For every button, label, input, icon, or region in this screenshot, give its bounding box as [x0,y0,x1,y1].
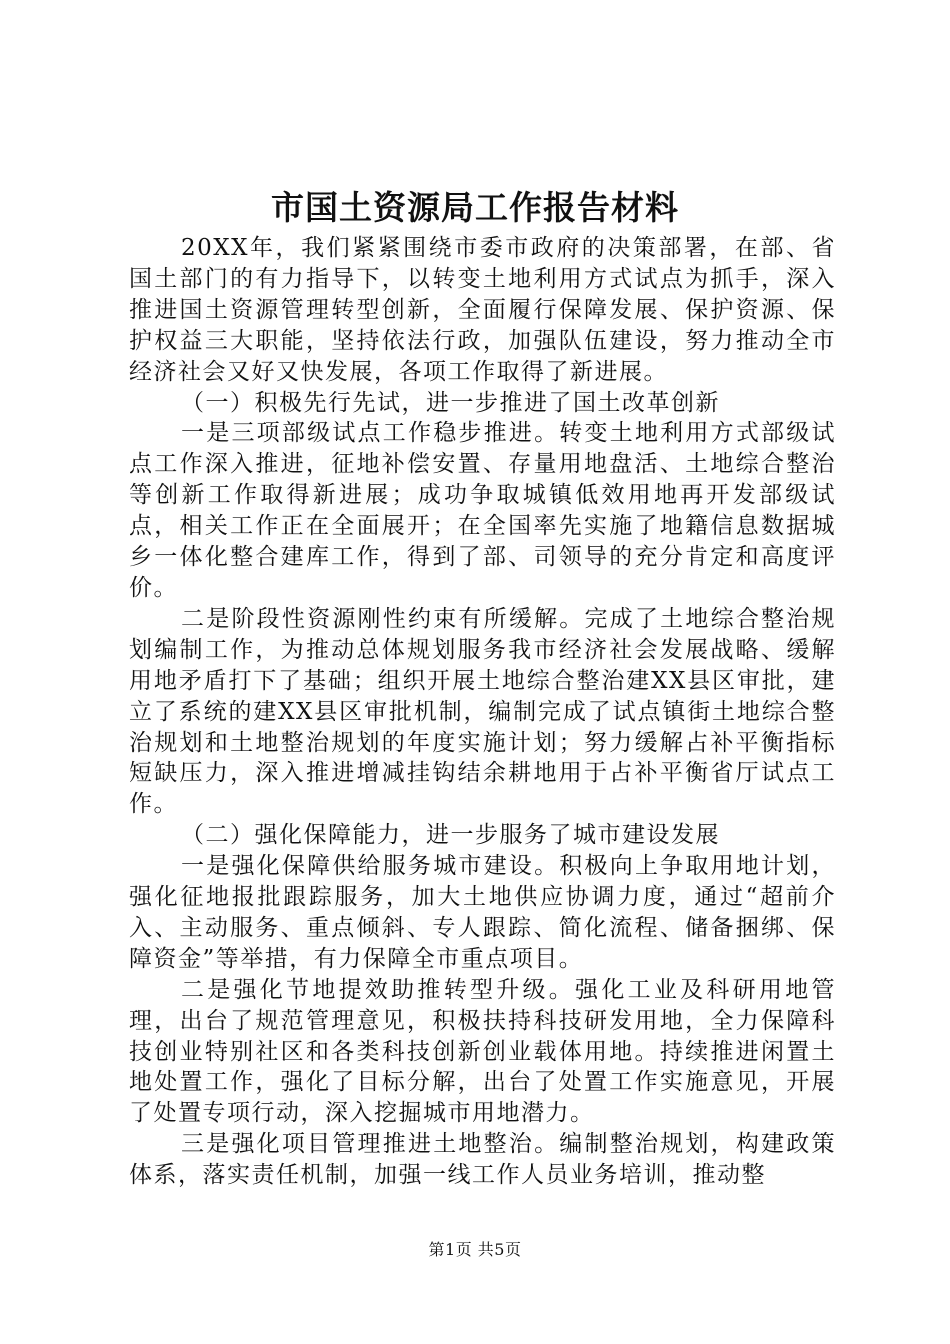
paragraph-1-1: 一是三项部级试点工作稳步推进。转变土地利用方式部级试点工作深入推进，征地补偿安置、存量用地盘活、土地综合整治等创新工作取得新进展；成功争取城镇低效用地再开发部级试点，相关工作正在全面展开；在全国率先实施了地籍信息数据城乡一体化整合建库工作，得到了部、司领导的充分肯定和高度评价。 [129,420,836,601]
paragraph-1-2: 二是阶段性资源刚性约束有所缓解。完成了土地综合整治规划编制工作，为推动总体规划服务我市经济社会发展战略、缓解用地矛盾打下了基础；组织开展土地综合整治建XX县区审批，建立了系统的建XX县区审批机制，编制完成了试点镇街土地综合整治规划和土地整治规划的年度实施计划；努力缓解占补平衡指标短缺压力，深入推进增减挂钩结余耕地用于占补平衡省厅试点工作。 [129,605,836,818]
document-body [129,233,836,1191]
paragraph-2-1: 一是强化保障供给服务城市建设。积极向上争取用地计划，强化征地报批跟踪服务，加大土地供应协调力度，通过“超前介入、主动服务、重点倾斜、专人跟踪、简化流程、储备捆绑、保障资金”等举措，有力保障全市重点项目。 [129,853,836,972]
paragraph-2-3: 三是强化项目管理推进土地整治。编制整治规划，构建政策体系，落实责任机制，加强一线工作人员业务培训，推动整 [129,1131,836,1189]
paragraph-2-2: 二是强化节地提效助推转型升级。强化工业及科研用地管理，出台了规范管理意见，积极扶持科技研发用地，全力保障科技创业特别社区和各类科技创新创业载体用地。持续推进闲置土地处置工作，强化了目标分解，出台了处置工作实施意见，开展了处置专项行动，深入挖掘城市用地潜力。 [129,976,836,1127]
document-title: 市国土资源局工作报告材料 [271,188,679,227]
section-heading-2: （二）强化保障能力，进一步服务了城市建设发展 [181,822,720,849]
section-heading-1: （一）积极先行先试，进一步推进了国土改革创新 [181,389,720,416]
page-footer: 第1页 共5页 [428,1240,522,1259]
paragraph-intro: 20XX年，我们紧紧围绕市委市政府的决策部署，在部、省国土部门的有力指导下，以转变土地利用方式试点为抓手，深入推进国土资源管理转型创新，全面履行保障发展、保护资源、保护权益三大职能，坚持依法行政，加强队伍建设，努力推动全市经济社会又好又快发展，各项工作取得了新进展。 [129,235,836,385]
